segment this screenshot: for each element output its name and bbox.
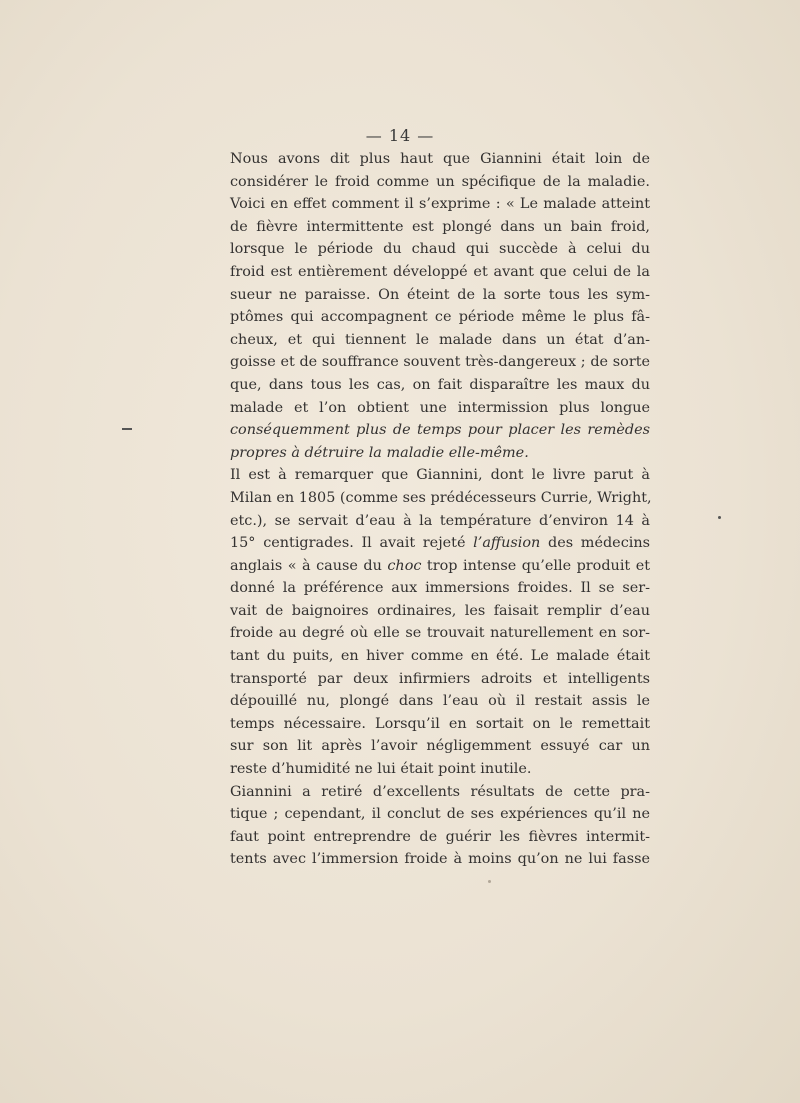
text-line: Nous avons dit plus haut que Giannini était loin de [230, 151, 650, 167]
text-segment: trop intense qu’elle produit et [421, 557, 650, 574]
italic-term: choc [387, 557, 422, 574]
text-line: reste d’humidité ne lui était point inutile. [230, 761, 532, 778]
text-line: froide au degré où elle se trouvait naturellement en sor- [230, 625, 650, 642]
text-line: Voici en effet comment il s’exprime : « Le malade atteint [230, 196, 650, 213]
text-line: malade et l’on obtient une intermission plus longue [230, 399, 650, 416]
text-line: considérer le froid comme un spécifique de la maladie. [230, 173, 650, 190]
body-text [230, 148, 650, 871]
margin-dot [718, 516, 721, 519]
margin-mark [122, 428, 132, 430]
text-segment: anglais « à cause du [230, 557, 388, 574]
text-line: dépouillé nu, plongé dans l’eau où il restait assis le [230, 693, 650, 710]
text-line: sur son lit après l’avoir négligemment essuyé car un [230, 738, 650, 755]
paper-speck [488, 880, 491, 883]
text-line: lorsque le période du chaud qui succède à celui du [230, 241, 650, 258]
text-line: Il est à remarquer que Giannini, dont le livre parut à [230, 467, 650, 484]
text-line: que, dans tous les cas, on fait disparaître les maux du [230, 376, 650, 393]
text-line: froid est entièrement développé et avant que celui de la [230, 263, 650, 280]
text-line: faut point entreprendre de guérir les fièvres intermit- [230, 828, 650, 845]
text-line: de fièvre intermittente est plongé dans un bain froid, [230, 218, 650, 235]
text-line: tant du puits, en hiver comme en été. Le malade était [230, 648, 650, 665]
text-line: conséquemment plus de temps pour placer les remèdes [230, 422, 650, 439]
text-segment: des médecins [540, 535, 651, 552]
text-line: goisse et de souffrance souvent très-dangereux ; de sorte [230, 354, 650, 371]
text-line: ptômes qui accompagnent ce période même le plus fâ- [230, 309, 650, 326]
text-line: temps nécessaire. Lorsqu’il en sortait on le remettait [230, 715, 650, 732]
text-line: transporté par deux infirmiers adroits et intelligents [230, 670, 650, 687]
page-number: — 14 — [365, 126, 435, 145]
text-line: tents avec l’immersion froide à moins qu’on ne lui fasse [230, 851, 650, 868]
text-line: propres à détruire la maladie elle-même. [230, 444, 529, 461]
text-line [230, 555, 650, 578]
text-line: vait de baignoires ordinaires, les faisait remplir d’eau [230, 602, 650, 619]
text-segment: 15° centigrades. Il avait rejeté [230, 535, 474, 552]
text-line: etc.), se servait d’eau à la température d’environ 14 à [230, 512, 650, 529]
text-line: tique ; cependant, il conclut de ses expériences qu’il ne [230, 806, 650, 823]
text-line: donné la préférence aux immersions froides. Il se ser- [230, 580, 650, 597]
text-line: sueur ne paraisse. On éteint de la sorte tous les sym- [230, 286, 650, 303]
text-line [230, 532, 650, 555]
text-line: Milan en 1805 (comme ses prédécesseurs Currie, Wright, [230, 489, 652, 506]
text-line: cheux, et qui tiennent le malade dans un état d’an- [230, 331, 650, 348]
italic-term: l’affusion [473, 535, 541, 552]
text-line: Giannini a retiré d’excellents résultats de cette pra- [230, 783, 650, 800]
